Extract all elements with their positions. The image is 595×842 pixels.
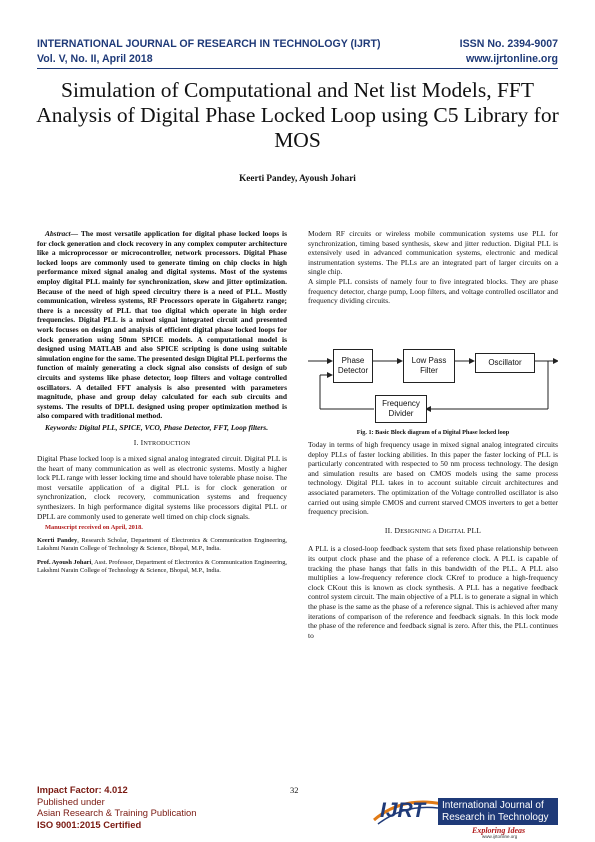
logo-tagline: Exploring Ideas [472, 826, 526, 835]
left-column [37, 229, 287, 575]
block-diagram [308, 347, 558, 427]
oscillator-block: Oscillator [475, 353, 535, 373]
author-note-1: Keerti Pandey, Research Scholar, Department of Electronics & Communication Engineering, Lakshmi Narain College of Technology & Science, Bhopal, M.P., India. [37, 536, 287, 553]
right-column-top [308, 229, 558, 306]
introduction-text: Digital Phase locked loop is a mixed signal analog integrated circuit. Digital PLL is the heart of many communication as well as electronic systems. Mostly a higher lock PLL range with lesser locking time and should have tolerable phase noise. The most versatile application of a digital PLL is for clock generation or synchronization, clock recovery, communication systems and frequency synthesizers. In high performance digital systems like processors digital PLL or DPLL are commonly used to generate well timed on chip clock signals. [37, 454, 287, 521]
issn: ISSN No. 2394-9007 [459, 38, 558, 50]
iso-certification: ISO 9001:2015 Certified [37, 818, 142, 830]
figure-caption: Fig. 1: Basic Block diagram of a Digital Phase locked loop [356, 429, 510, 436]
right-paragraph-3: Today in terms of high frequency usage in mixed signal analog integrated circuits deploy PLLs of faster locking abilities. In this paper the faster locking of PLL is particularly concentrated with respected to 50 nm process technology. The design and simulation results are based on CMOS models using the same process technology. Digital PLL takes in to account suitable circuit architectures and associated parameters. The optimization of the Voltage controlled oscillator is also carried out using simple CMOS and current starved CMOS inverters to get a better frequency precision. [308, 440, 558, 517]
published-under: Published under [37, 795, 105, 807]
impact-factor: Impact Factor: 4.012 [37, 784, 128, 795]
right-paragraph-2: A simple PLL consists of namely four to five integrated blocks. They are phase frequency detector, charge pump, Loop filters, and voltage controlled oscillator and frequency dividing circuits. [308, 276, 558, 306]
journal-name: INTERNATIONAL JOURNAL OF RESEARCH IN TECHNOLOGY (IJRT) [37, 38, 381, 50]
keywords [37, 423, 287, 433]
manuscript-received: Manuscript received on April, 2018. [45, 524, 143, 532]
ijrt-logo [372, 790, 558, 838]
abstract-label: Abstract— [45, 229, 79, 238]
page-number: 32 [290, 785, 299, 795]
publisher: Asian Research & Training Publication [37, 807, 197, 819]
right-paragraph-4: A PLL is a closed-loop feedback system that sets fixed phase relationship between its output clock phase and the phase of a reference clock. A PLL is capable of tracking the phase hangs that falls in this bandwidth of the PLL. A PLL also multiplies a low-frequency reference clock CKref to produce a high-frequency clock CKout this is known as clock synthesis. A PLL has a negative feedback control system circuit. The main objective of a PLL is to generate a signal in which the phase is the same as the phase of a reference signal. This is achieved after many iterations of comparison of the reference and feedback signals. In this lock mode the phase of the reference and feedback signal is zero. After this, the PLL continues to [308, 544, 558, 640]
right-paragraph-1: Modern RF circuits or wireless mobile communication systems use PLL for synchronization, timing based synthesis, skew and jitter reduction. Digital PLL is extensively used in advanced communication systems, electronic and medical instrumentation systems. The PLLs are an integrated part of larger circuits on a single chip. [308, 229, 558, 277]
keywords-text: Digital PLL, SPICE, VCO, Phase Detector, FFT, Loop filters. [79, 422, 269, 432]
section-heading-introduction: I. INTRODUCTION [133, 438, 191, 448]
frequency-divider-block: Frequency Divider [375, 395, 427, 423]
logo-acronym: IJRT [380, 799, 426, 822]
low-pass-filter-block: Low Pass Filter [403, 349, 455, 383]
abstract [37, 229, 287, 421]
phase-detector-block: Phase Detector [333, 349, 373, 383]
journal-website[interactable]: www.ijrtonline.org [465, 53, 558, 65]
paper-title: Simulation of Computational and Net list Models, FFT Analysis of Digital Phase Locked Loop using C5 Library for MOS [36, 78, 559, 152]
logo-name: International Journal of Research in Technology [442, 800, 549, 823]
paper-authors: Keerti Pandey, Ayoush Johari [239, 173, 356, 183]
header-rule [37, 68, 558, 69]
section-heading-designing: II. DESIGNING A DIGITAL PLL [384, 525, 482, 535]
logo-url: www.ijrtonline.org [482, 834, 518, 839]
footer-info [37, 784, 196, 830]
volume-info: Vol. V, No. II, April 2018 [37, 53, 153, 65]
abstract-text: The most versatile application for digital phase locked loops is for clock generation and clock recovery in any complex computer architecture like a microprocessor or microcontroller, network processors. Digital Phase locked loops are commonly used to generate timing on chip clocks in high performance mixed signal analog and digital systems. Most of the systems employ digital PLL mainly for synchronization, skew and jitter optimization. Because of the need of high speed circuitry there is a need of PLL. Mostly communication, wireless systems, RF Processors operate in Gigahertz range; there is a necessity of PLL that too digital which operate in high order frequencies. Digital PLL is a mixed signal integrated circuit and presented work focuses on design and analysis of efficient digital phase locked loops for clock generation using 50nm SPICE models. A computational model is designed using MATLAB and also SPICE scripting is done using suitable simulation engine for the same. The presented design Digital PLL performs the function of mainly generating a clock signal also consists of design of sub circuits and systems like phase detector, loop filters and voltage controlled oscillators. A detailed FFT analysis is also presented with parameters magnitude, phase and group delay calculated for each sub circuits and systems. The results of DPLL designed using proper optimization method is also compared with traditional method. [37, 229, 287, 421]
right-column-bottom [308, 440, 558, 640]
author-note-2: Prof. Ayoush Johari, Asst. Professor, Department of Electronics & Communication Engineering, Lakshmi Narain College of Technology & Science, Bhopal, M.P., India. [37, 558, 287, 575]
keywords-label: Keywords: [45, 422, 78, 432]
